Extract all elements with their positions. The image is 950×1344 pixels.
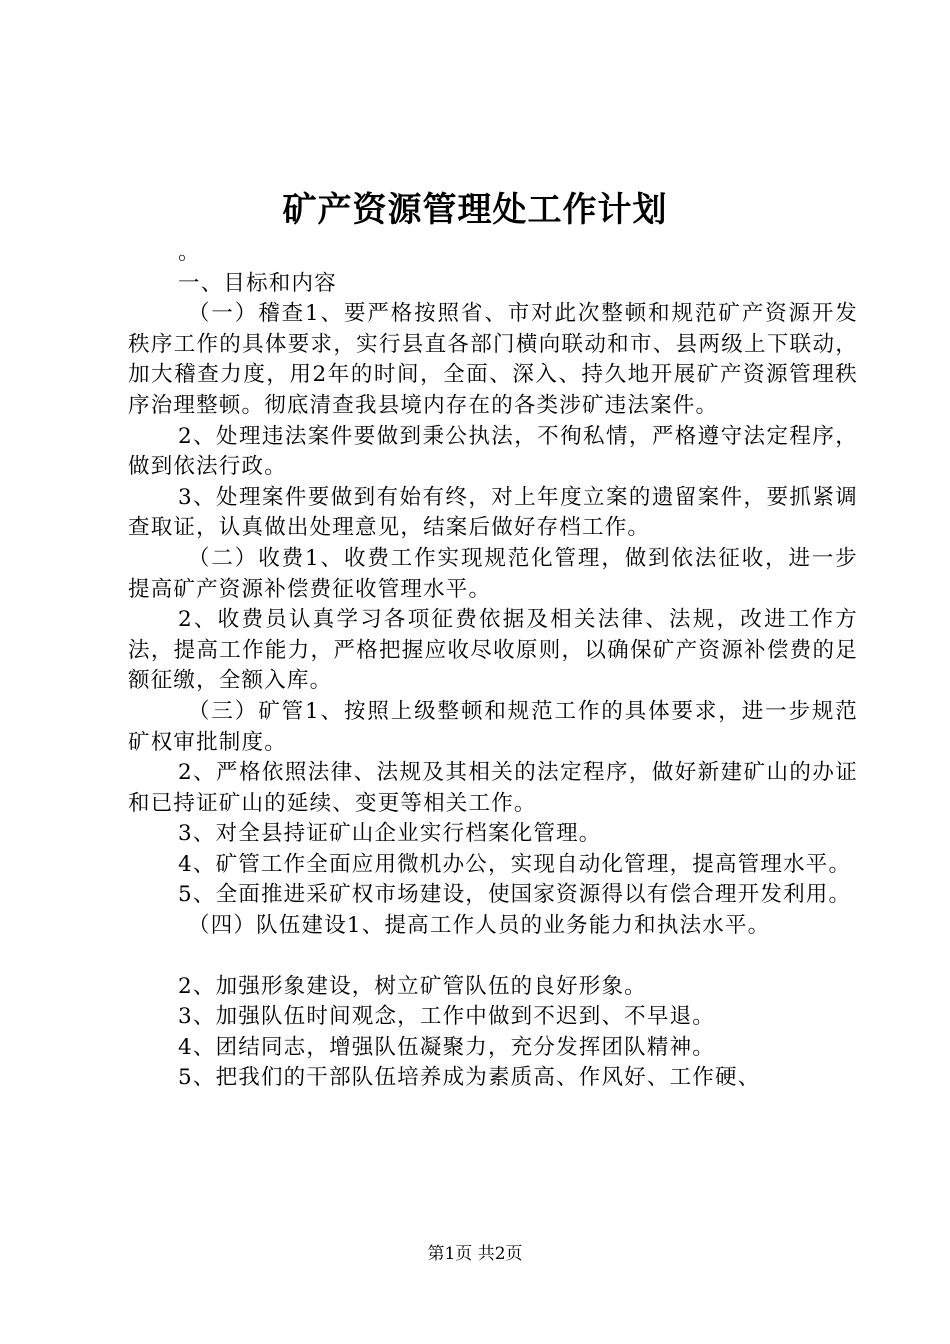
paragraph-inspection-2: 2、处理违法案件要做到秉公执法，不徇私情，严格遵守法定程序，做到依法行政。 (128, 423, 858, 480)
paragraph-mining-mgmt-5: 5、全面推进采矿权市场建设，使国家资源得以有偿合理开发利用。 (178, 882, 852, 908)
page-number-footer: 第1页 共2页 (427, 1244, 523, 1264)
paragraph-team-4: 4、团结同志，增强队伍凝聚力，充分发挥团队精神。 (178, 1034, 715, 1060)
page-title: 矿产资源管理处工作计划 (282, 190, 668, 230)
paragraph-mining-mgmt-1: （三）矿管1、按照上级整顿和规范工作的具体要求，进一步规范矿权审批制度。 (128, 698, 858, 755)
paragraph-mining-mgmt-4: 4、矿管工作全面应用微机办公，实现自动化管理，提高管理水平。 (178, 851, 852, 877)
paragraph-mining-mgmt-2: 2、严格依照法律、法规及其相关的法定程序，做好新建矿山的办证和已持证矿山的延续、变更等相关工作。 (128, 760, 858, 816)
paragraph-team-3: 3、加强队伍时间观念，工作中做到不迟到、不早退。 (178, 1004, 715, 1030)
paragraph-fees-2: 2、收费员认真学习各项征费依据及相关法律、法规，改进工作方法，提高工作能力，严格把握应收尽收原则，以确保矿产资源补偿费的足额征缴，全额入库。 (128, 607, 858, 694)
paragraph-inspection-1: （一）稽查1、要严格按照省、市对此次整顿和规范矿产资源开发秩序工作的具体要求，实行县直各部门横向联动和市、县两级上下联动，加大稽查力度，用2年的时间，全面、深入、持久地开展矿产资源管理秩序治理整顿。彻底清查我县境内存在的各类涉矿违法案件。 (128, 301, 858, 418)
section-heading-goals: 一、目标和内容 (178, 270, 337, 296)
paragraph-team-5: 5、把我们的干部队伍培养成为素质高、作风好、工作硬、 (178, 1065, 761, 1091)
paragraph-team-2: 2、加强形象建设，树立矿管队伍的良好形象。 (178, 973, 647, 999)
paragraph-fees-1: （二）收费1、收费工作实现规范化管理，做到依法征收，进一步提高矿产资源补偿费征收管理水平。 (128, 545, 858, 602)
paragraph-team-1: （四）队伍建设1、提高工作人员的业务能力和执法水平。 (188, 913, 771, 939)
document-body (128, 238, 858, 1094)
paragraph-inspection-3: 3、处理案件要做到有始有终，对上年度立案的遗留案件，要抓紧调查取证，认真做出处理意见，结案后做好存档工作。 (128, 484, 858, 541)
paragraph-mining-mgmt-3: 3、对全县持证矿山企业实行档案化管理。 (178, 821, 602, 847)
paragraph-leading-mark: 。 (178, 240, 201, 265)
